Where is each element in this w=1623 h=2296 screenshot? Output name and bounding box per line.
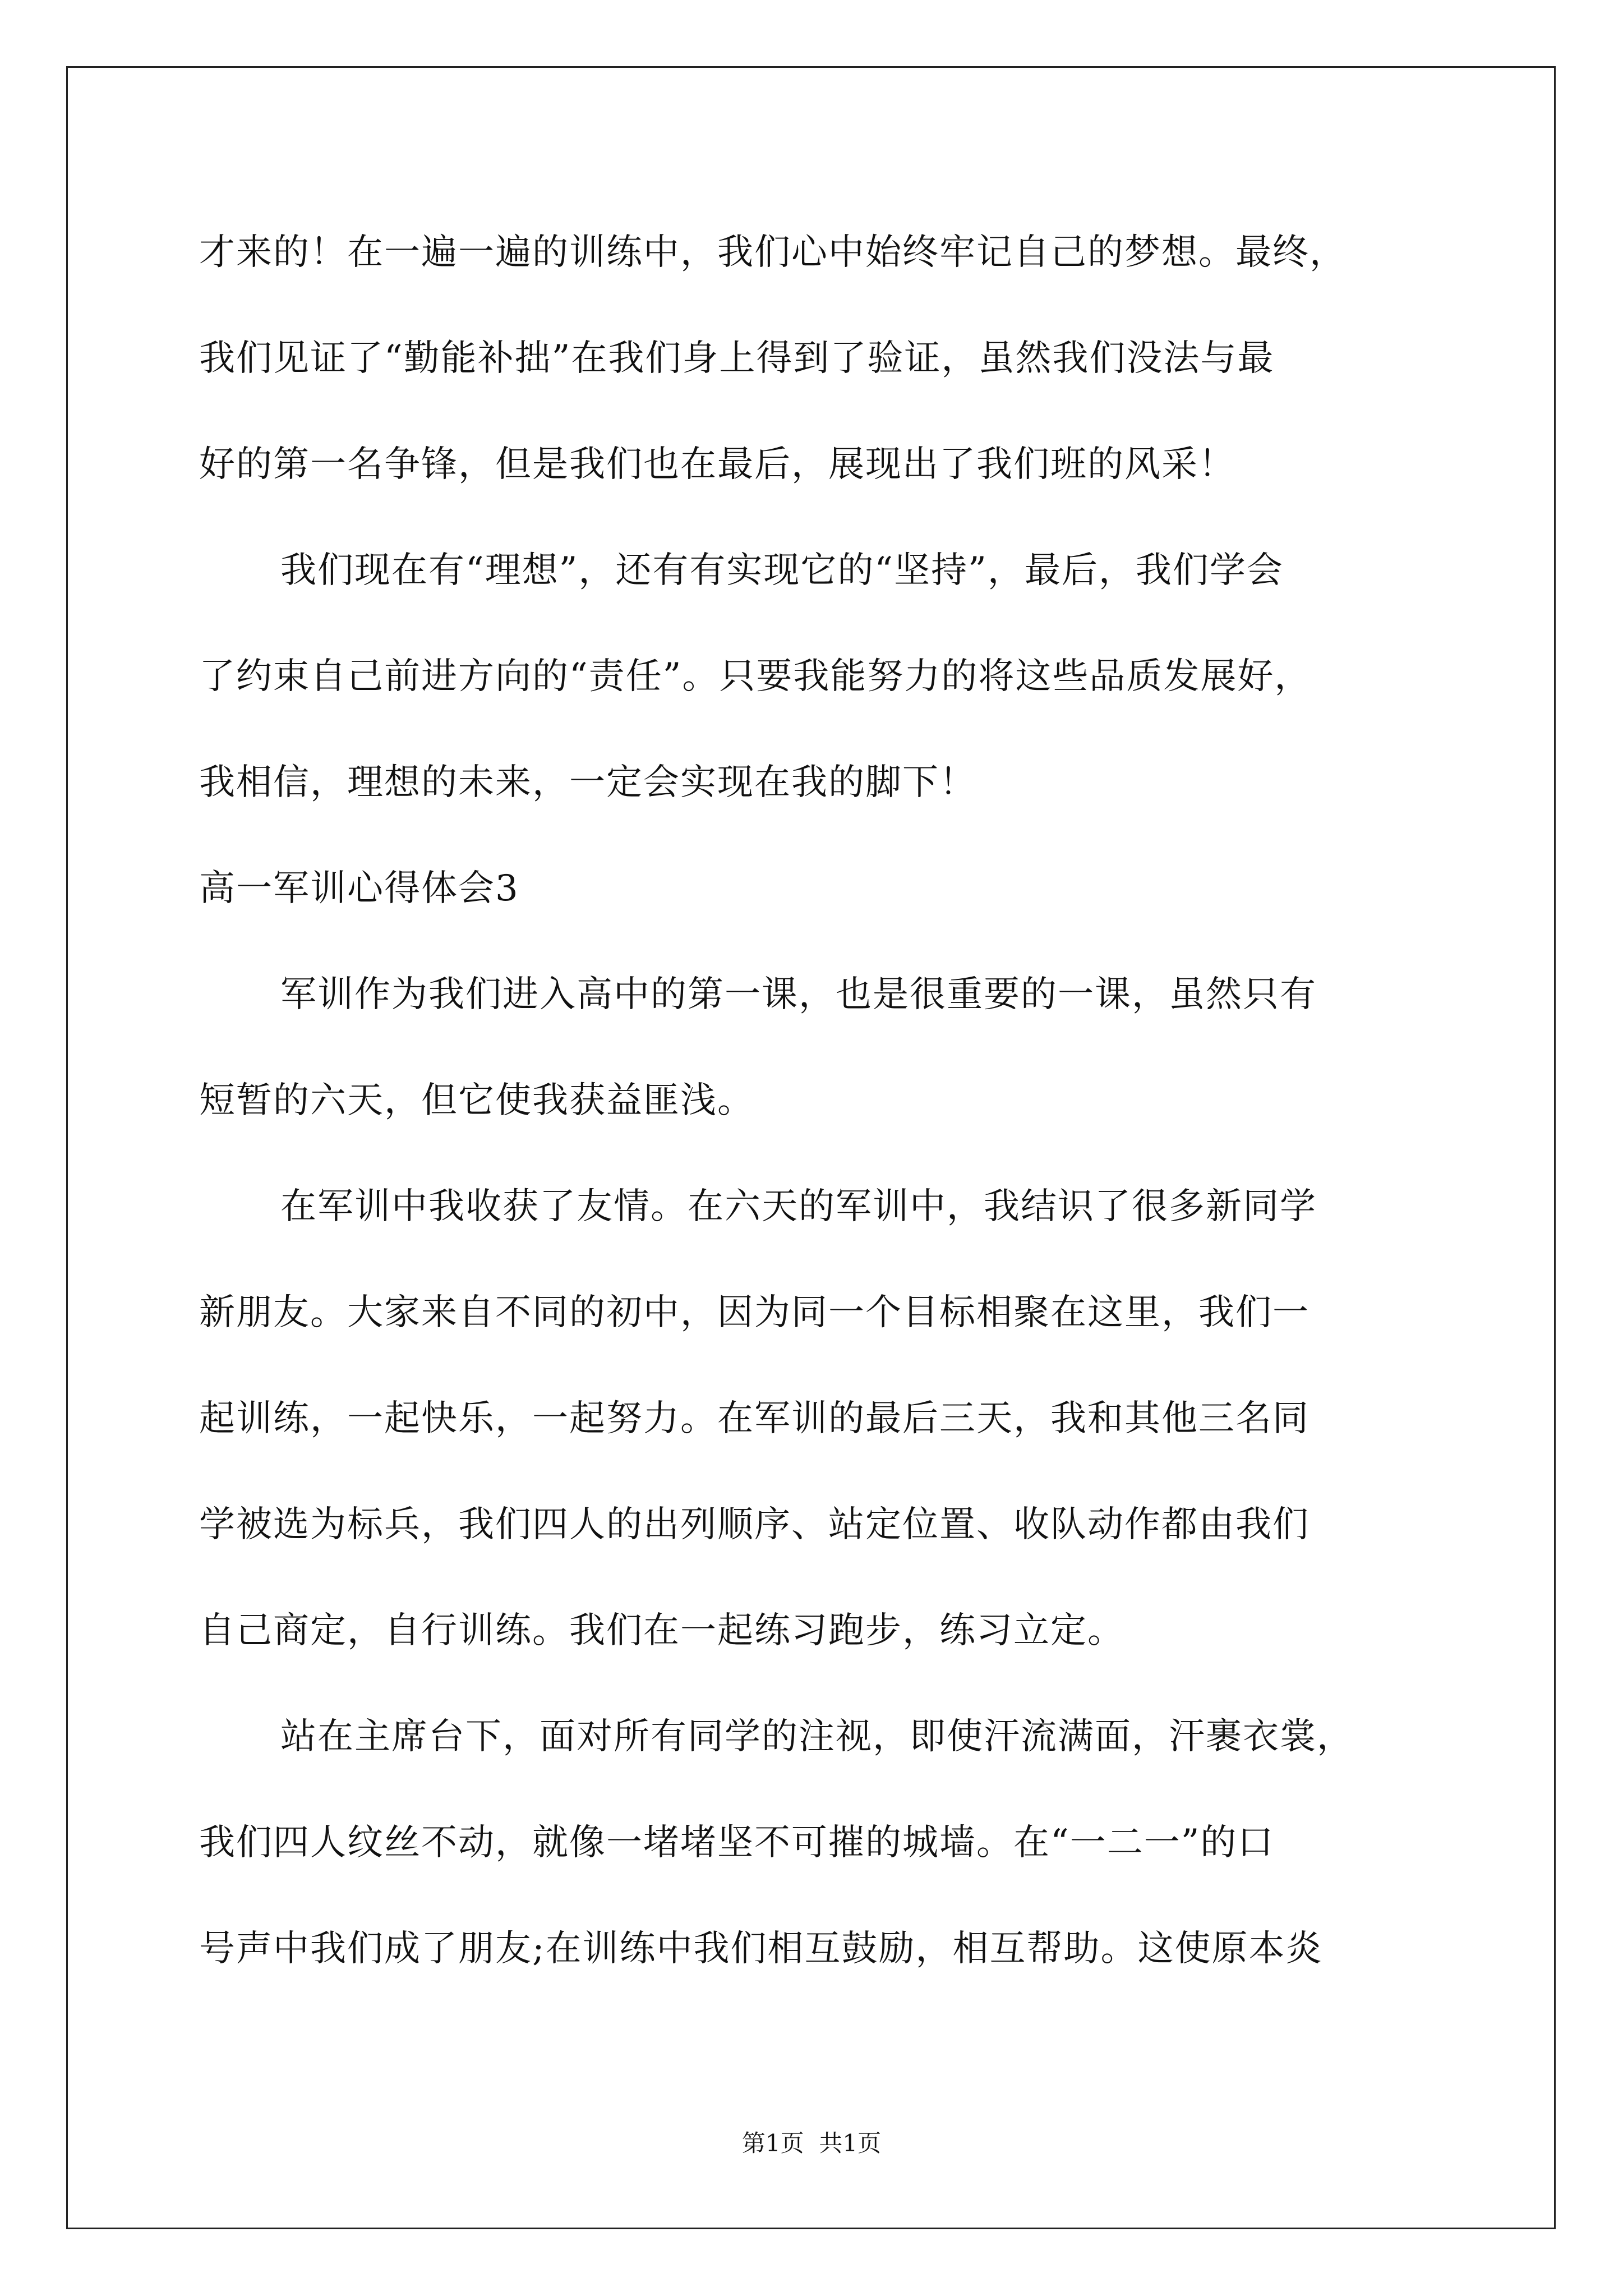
paragraph-first-line: 在军训中我收获了友情。在六天的军训中，我结识了很多新同学 bbox=[280, 1186, 1317, 1227]
section-heading: 高一军训心得体会3 bbox=[199, 868, 519, 909]
text-line: 学被选为标兵，我们四人的出列顺序、站定位置、收队动作都由我们 bbox=[199, 1504, 1310, 1545]
text-line: 自己商定，自行训练。我们在一起练习跑步，练习立定。 bbox=[199, 1610, 1124, 1651]
paragraph-first-line: 军训作为我们进入高中的第一课，也是很重要的一课，虽然只有 bbox=[280, 974, 1317, 1015]
text-line: 我们四人纹丝不动，就像一堵堵坚不可摧的城墙。在“一二一”的口 bbox=[199, 1822, 1275, 1864]
text-line: 了约束自己前进方向的“责任”。只要我能努力的将这些品质发展好， bbox=[199, 656, 1312, 697]
text-line: 起训练，一起快乐，一起努力。在军训的最后三天，我和其他三名同 bbox=[199, 1398, 1310, 1439]
text-line: 才来的！在一遍一遍的训练中，我们心中始终牢记自己的梦想。最终， bbox=[199, 232, 1347, 273]
page-footer: 第1页 共1页 bbox=[741, 2129, 882, 2157]
text-line: 好的第一名争锋，但是我们也在最后，展现出了我们班的风采！ bbox=[199, 444, 1235, 485]
text-line: 号声中我们成了朋友;在训练中我们相互鼓励，相互帮助。这使原本炎 bbox=[199, 1928, 1323, 1970]
page-border bbox=[66, 66, 1556, 2229]
text-line: 我们见证了“勤能补拙”在我们身上得到了验证，虽然我们没法与最 bbox=[199, 338, 1275, 379]
text-line: 我相信，理想的未来，一定会实现在我的脚下！ bbox=[199, 762, 976, 803]
text-line: 短暂的六天，但它使我获益匪浅。 bbox=[199, 1080, 754, 1121]
paragraph-first-line: 我们现在有“理想”，还有有实现它的“坚持”，最后，我们学会 bbox=[280, 550, 1284, 591]
paragraph-first-line: 站在主席台下，面对所有同学的注视，即使汗流满面，汗裹衣裳， bbox=[280, 1716, 1354, 1757]
text-line: 新朋友。大家来自不同的初中，因为同一个目标相聚在这里，我们一 bbox=[199, 1292, 1310, 1333]
